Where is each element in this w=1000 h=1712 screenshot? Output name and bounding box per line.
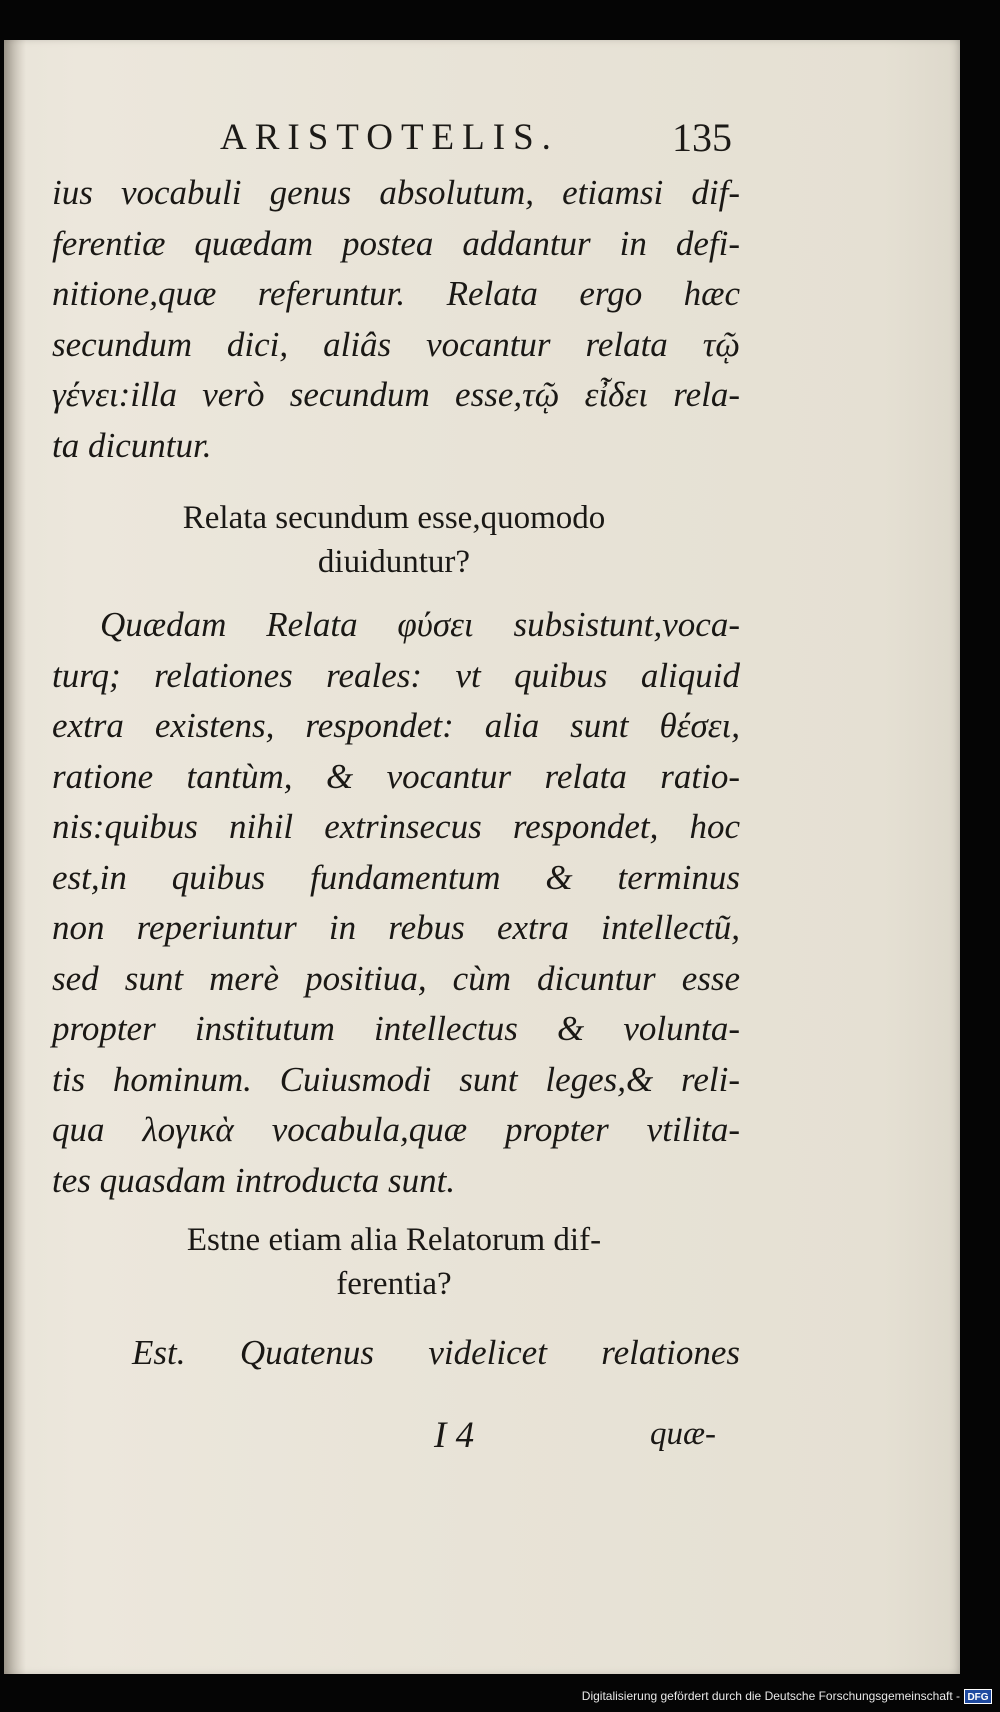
book-page: [4, 40, 960, 1674]
dfg-logo: DFG: [964, 1689, 992, 1704]
text-line: ius vocabuli genus absolutum, etiamsi dif-: [52, 173, 740, 212]
text-line: Est. Quatenus videlicet relationes: [132, 1333, 740, 1372]
funding-credit: Digitalisierung gefördert durch die Deutsche Forschungsgemeinschaft -: [581, 1689, 960, 1703]
heading-line: Estne etiam alia Relatorum dif-: [186, 1222, 602, 1258]
text-line: ratione tantùm, & vocantur relata ratio-: [52, 756, 740, 796]
text-line: extra existens, respondet: alia sunt θέσει,: [52, 706, 740, 745]
signature-mark: I 4: [434, 1415, 475, 1456]
text-line: qua λογικὰ vocabula,quæ propter vtilita-: [52, 1110, 740, 1149]
text-line: nis:quibus nihil extrinsecus respondet, hoc: [52, 807, 740, 846]
text-line: ferentiæ quædam postea addantur in defi-: [52, 223, 740, 263]
text-line: sed sunt merè positiua, cùm dicuntur esse: [52, 958, 740, 998]
text-line: non reperiuntur in rebus extra intellectũ,: [52, 908, 740, 947]
text-line: secundum dici, aliâs vocantur relata τῷ: [52, 324, 740, 364]
section-heading-1: [64, 496, 724, 584]
paragraph-1: [52, 168, 740, 471]
heading-line: Relata secundum esse,quomodo: [182, 500, 606, 536]
text-line: est,in quibus fundamentum & terminus: [52, 857, 740, 897]
text-line: nitione,quæ referuntur. Relata ergo hæc: [52, 274, 740, 313]
paragraph-2: [52, 600, 740, 1206]
text-line: tis hominum. Cuiusmodi sunt leges,& reli-: [52, 1059, 740, 1099]
footer-bar: [0, 1684, 1000, 1712]
running-head-title: ARISTOTELIS.: [220, 117, 559, 158]
section-heading-2: [64, 1218, 724, 1306]
running-head: [4, 116, 960, 172]
heading-line: diuiduntur?: [317, 544, 471, 580]
text-line: Quædam Relata φύσει subsistunt,voca-: [100, 605, 740, 644]
text-line: ta dicuntur.: [52, 425, 212, 465]
paragraph-3: [52, 1328, 740, 1379]
text-line: turq; relationes reales: vt quibus aliquid: [52, 655, 740, 695]
heading-line: ferentia?: [336, 1266, 452, 1302]
catchword: quæ-: [650, 1416, 716, 1452]
page-number: 135: [672, 115, 732, 160]
text-line: γένει:illa verò secundum esse,τῷ εἶδει rela-: [52, 375, 740, 414]
text-line: tes quasdam introducta sunt.: [52, 1160, 456, 1200]
text-line: propter institutum intellectus & volunta-: [52, 1009, 740, 1048]
